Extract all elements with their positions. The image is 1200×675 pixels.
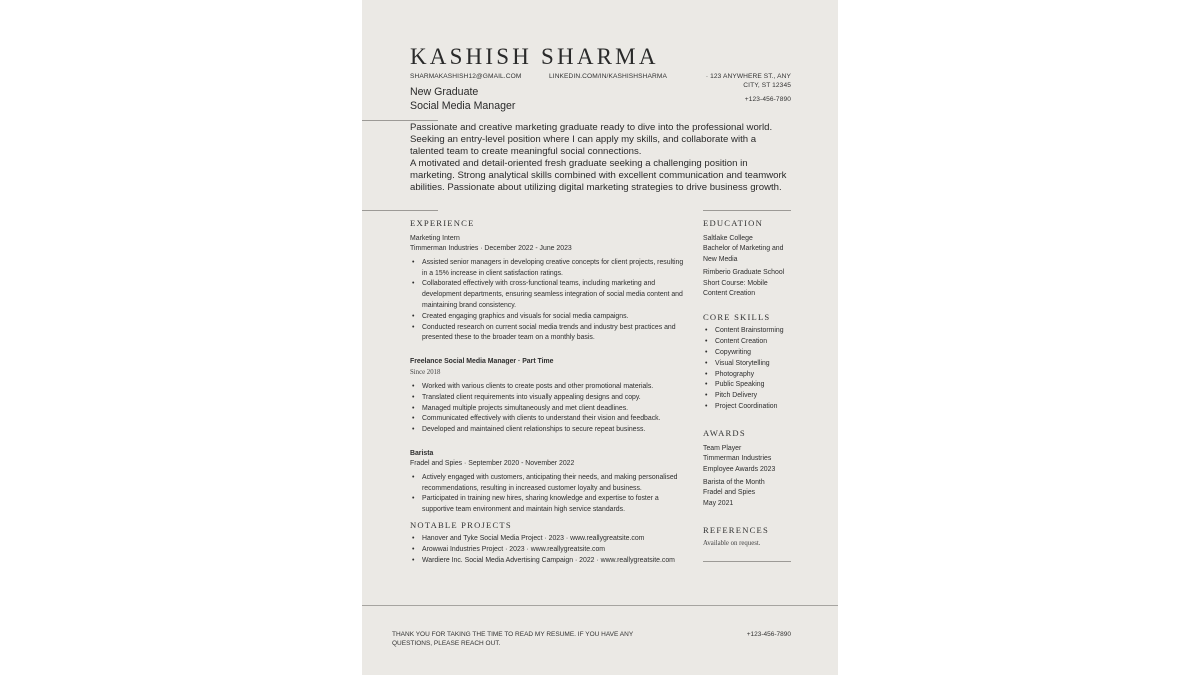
award-entry [703, 478, 803, 509]
divider [362, 210, 438, 211]
skill-item: • Copywriting [703, 348, 803, 359]
degree: Short Course: Mobile [703, 279, 768, 287]
summary-paragraph-1: Passionate and creative marketing graduate ready to dive into the professional world. Seeking an entry-level position where I can apply my skills, and collaborate with a talented team to create meaningful social connections. [410, 122, 773, 157]
bullet-item: • Developed and maintained client relationships to secure repeat business. [410, 425, 690, 436]
education-entry [703, 268, 803, 299]
address-line-1: · 123 ANYWHERE ST., ANY [705, 73, 791, 80]
address [706, 73, 791, 89]
awards-heading: AWARDS [703, 427, 746, 438]
summary-paragraph-2: A motivated and detail-oriented fresh graduate seeking a challenging position in marketing. Strong analytical skills combined with excellent communication and teamwork abilities. Passionate about utilizing digital marketing strategies to drive business growth. [410, 157, 787, 193]
job-subtitle: Fradel and Spies · September 2020 - November 2022 [410, 460, 575, 468]
role-line-2: Social Media Manager [410, 100, 516, 112]
job-entry [410, 449, 690, 516]
award-title: Barista of the Month [703, 479, 765, 487]
award-detail: May 2021 [703, 499, 734, 507]
email-link[interactable]: SHARMAKASHISH12@GMAIL.COM [410, 73, 522, 80]
header-phone: +123-456-7890 [744, 96, 791, 103]
project-item: • Arowwai Industries Project · 2023 · www.reallygreatsite.com [410, 545, 690, 556]
job-entry [410, 357, 690, 436]
degree: Bachelor of Marketing and [703, 245, 784, 253]
footer-message [392, 631, 633, 648]
job-bullets [410, 258, 690, 344]
bullet-item: • Collaborated effectively with cross-functional teams, including marketing and development departments, ensuring seamless integration of social media content and maintaining brand consistency. [410, 279, 690, 311]
skill-item: • Content Brainstorming [703, 326, 803, 337]
job-title: Marketing Intern [410, 235, 460, 242]
degree: Content Creation [703, 290, 756, 298]
job-title: Freelance Social Media Manager · Part Time [410, 358, 554, 366]
candidate-name: KASHISH SHARMA [410, 44, 659, 69]
linkedin-link[interactable]: LINKEDIN.COM/IN/KASHISHSHARMA [549, 73, 667, 80]
role-line-1: New Graduate [410, 86, 479, 98]
address-line-2: CITY, ST 12345 [743, 82, 791, 89]
footer-line-2: QUESTIONS, PLEASE REACH OUT. [392, 639, 501, 647]
divider [703, 210, 791, 211]
job-bullets [410, 382, 690, 436]
bullet-item: • Worked with various clients to create posts and other promotional materials. [410, 382, 690, 393]
award-issuer: Timmerman Industries [703, 455, 772, 463]
job-title: Barista [410, 449, 434, 457]
project-item: • Hanover and Tyke Social Media Project · 2023 · www.reallygreatsite.com [410, 534, 690, 545]
footer-phone: +123-456-7890 [746, 631, 791, 638]
divider [703, 561, 791, 562]
bullet-item: • Communicated effectively with clients to understand their vision and feedback. [410, 414, 690, 425]
bullet-item: • Assisted senior managers in developing creative concepts for client projects, resulting in a 15% increase in client satisfaction ratings. [410, 258, 690, 280]
bullet-item: • Created engaging graphics and visuals for social media campaigns. [410, 312, 690, 323]
footer-divider [362, 605, 838, 606]
skills-heading: CORE SKILLS [703, 312, 771, 323]
job-subtitle: Timmerman Industries · December 2022 - June 2023 [410, 245, 572, 253]
bullet-item: • Translated client requirements into visually appealing designs and copy. [410, 393, 690, 404]
award-issuer: Fradel and Spies [703, 489, 756, 497]
education-entry [703, 234, 803, 265]
references-text: Available on request. [703, 540, 761, 548]
bullet-item: • Conducted research on current social media trends and industry best practices and presented these to the broader team on a monthly basis. [410, 323, 690, 345]
school-name: Saltlake College [703, 235, 753, 242]
skill-item: • Pitch Delivery [703, 391, 803, 402]
projects-heading: NOTABLE PROJECTS [410, 519, 512, 530]
references-heading: REFERENCES [703, 525, 769, 536]
skills-list [703, 326, 803, 412]
education-heading: EDUCATION [703, 218, 763, 228]
experience-section [410, 218, 690, 566]
summary [410, 122, 790, 193]
job-subtitle: Since 2018 [410, 368, 441, 376]
experience-heading: EXPERIENCE [410, 218, 475, 228]
award-title: Team Player [703, 444, 742, 452]
skill-item: • Public Speaking [703, 380, 803, 391]
project-item: • Wardiere Inc. Social Media Advertising Campaign · 2022 · www.reallygreatsite.com [410, 556, 690, 567]
projects-list [410, 534, 690, 566]
school-name: Rimberio Graduate School [703, 269, 785, 277]
bullet-item: • Participated in training new hires, sharing knowledge and expertise to foster a supportive team environment and maintain high service standards. [410, 494, 690, 516]
skill-item: • Photography [703, 370, 803, 381]
job-entry [410, 234, 690, 344]
skill-item: • Content Creation [703, 337, 803, 348]
skill-item: • Project Coordination [703, 402, 803, 413]
award-entry [703, 444, 803, 475]
degree: New Media [703, 255, 738, 263]
resume-page [362, 0, 838, 675]
skill-item: • Visual Storytelling [703, 359, 803, 370]
award-detail: Employee Awards 2023 [703, 465, 776, 473]
divider [362, 120, 438, 121]
footer-line-1: THANK YOU FOR TAKING THE TIME TO READ MY RESUME. IF YOU HAVE ANY [392, 631, 634, 638]
sidebar-column [703, 218, 803, 547]
job-bullets [410, 473, 690, 516]
bullet-item: • Managed multiple projects simultaneously and met client deadlines. [410, 404, 690, 415]
bullet-item: • Actively engaged with customers, anticipating their needs, and making personalised recommendations, resulting in increased customer loyalty and business. [410, 473, 690, 495]
